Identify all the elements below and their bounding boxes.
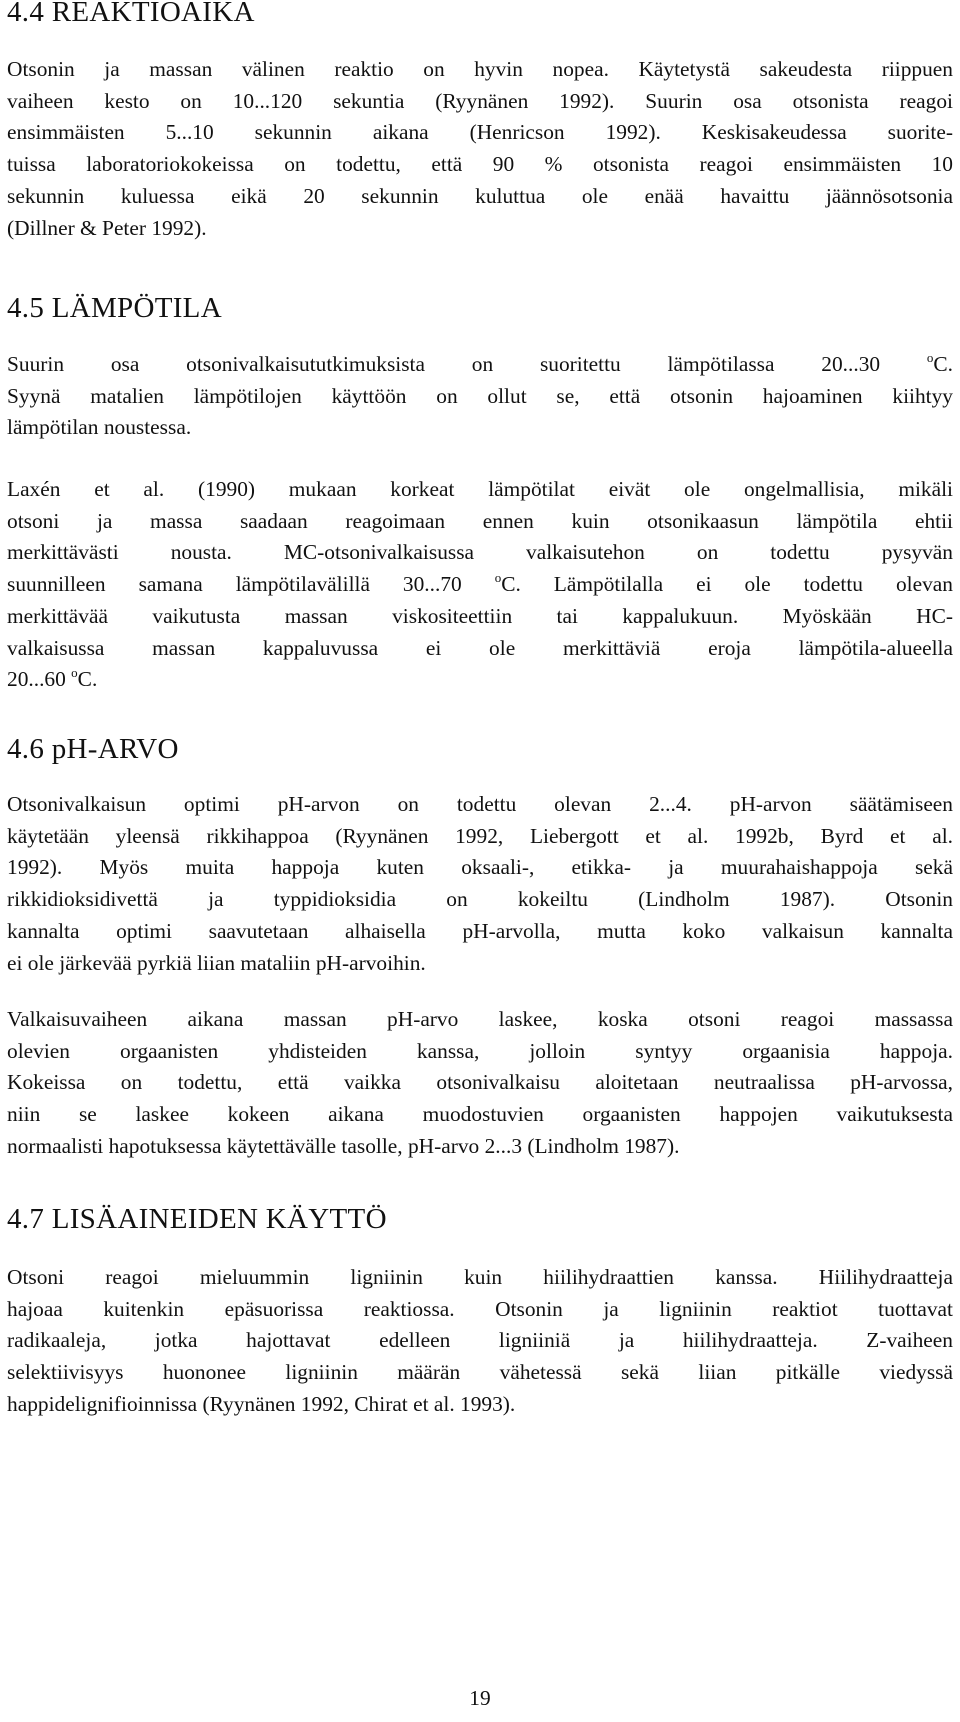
paragraph-ph-arvo-1 xyxy=(7,789,953,979)
text-line: valkaisussa massan kappaluvussa ei ole merkittäviä eroja lämpötila-alueella xyxy=(7,635,953,660)
text-line: happidelignifioinnissa (Ryynänen 1992, Chirat et al. 1993). xyxy=(7,1391,516,1416)
section-heading-reaktioaika: 4.4 REAKTIOAIKA xyxy=(7,0,255,28)
degree-superscript: o xyxy=(71,665,78,681)
paragraph-lampotila-2 xyxy=(7,474,953,696)
text-line: lämpötilan noustessa. xyxy=(7,415,192,440)
text-line: Kokeissa on todettu, että vaikka otsonivalkaisu aloitetaan neutraalissa pH-arvossa, xyxy=(7,1070,953,1095)
text-line: Valkaisuvaiheen aikana massan pH-arvo laskee, koska otsoni reagoi massassa xyxy=(7,1007,953,1031)
text-line: merkittävää vaikutusta massan viskositeettiin tai kappalukuun. Myöskään HC- xyxy=(7,603,953,628)
text-segment: 20...60 xyxy=(7,667,72,692)
paragraph-ph-arvo-2 xyxy=(7,1004,953,1163)
text-line: niin se laskee kokeen aikana muodostuvien orgaanisten happojen vaikutuksesta xyxy=(7,1102,953,1127)
page-number: 19 xyxy=(469,1686,491,1710)
paragraph-lampotila-1 xyxy=(7,349,953,444)
text-line: normaalisti hapotuksessa käytettävälle tasolle, pH-arvo 2...3 (Lindholm 1987). xyxy=(7,1133,680,1158)
text-line: merkittävästi nousta. MC-otsonivalkaisussa valkaisutehon on todettu pysyvän xyxy=(7,540,953,565)
text-line: Otsonin ja massan välinen reaktio on hyvin nopea. Käytetystä sakeudesta riippuen xyxy=(7,57,953,81)
text-line: käytetään yleensä rikkihappoa (Ryynänen 1992, Liebergott et al. 1992b, Byrd et al. xyxy=(7,823,953,848)
text-line xyxy=(7,664,953,696)
text-segment: Suurin osa otsonivalkaisututkimuksista on suoritettu lämpötilassa 20...30 xyxy=(7,352,927,376)
text-segment: C. Lämpötilalla ei ole todettu olevan xyxy=(501,572,953,597)
text-segment: C. xyxy=(77,667,98,692)
section-heading-ph-arvo: 4.6 pH-ARVO xyxy=(7,733,179,765)
text-segment: suunnilleen samana lämpötilavälillä 30...70 xyxy=(7,572,495,597)
text-line: selektiivisyys huononee ligniinin määrän vähetessä sekä liian pitkälle viedyssä xyxy=(7,1360,953,1385)
text-line: 1992). Myös muita happoja kuten oksaali-, etikka- ja muurahaishappoja sekä xyxy=(7,855,953,880)
text-line xyxy=(7,569,953,601)
text-line: otsoni ja massa saadaan reagoimaan ennen kuin otsonikaasun lämpötila ehtii xyxy=(7,508,953,533)
text-line: radikaaleja, jotka hajottavat edelleen ligniiniä ja hiilihydraatteja. Z-vaiheen xyxy=(7,1328,953,1353)
text-line: ei ole järkevää pyrkiä liian mataliin pH-arvoihin. xyxy=(7,950,426,975)
degree-superscript: o xyxy=(494,570,502,586)
degree-superscript: o xyxy=(926,350,934,365)
text-line: tuissa laboratoriokokeissa on todettu, että 90 % otsonista reagoi ensimmäisten 10 xyxy=(7,152,953,177)
text-line: Laxén et al. (1990) mukaan korkeat lämpötilat eivät ole ongelmallisia, mikäli xyxy=(7,477,953,501)
text-line xyxy=(7,349,953,381)
text-line: (Dillner & Peter 1992). xyxy=(7,215,207,240)
text-line: Otsoni reagoi mieluummin ligniinin kuin hiilihydraattien kanssa. Hiilihydraatteja xyxy=(7,1265,953,1289)
text-line: olevien orgaanisten yhdisteiden kanssa, jolloin syntyy orgaanisia happoja. xyxy=(7,1038,953,1063)
text-line: Otsonivalkaisun optimi pH-arvon on todettu olevan 2...4. pH-arvon säätämiseen xyxy=(7,792,953,816)
text-line: ensimmäisten 5...10 sekunnin aikana (Henricson 1992). Keskisakeudessa suorite- xyxy=(7,120,953,145)
text-line: vaiheen kesto on 10...120 sekuntia (Ryynänen 1992). Suurin osa otsonista reagoi xyxy=(7,88,953,113)
section-heading-lampotila: 4.5 LÄMPÖTILA xyxy=(7,292,222,324)
section-heading-lisaaineiden-kaytto: 4.7 LISÄAINEIDEN KÄYTTÖ xyxy=(7,1203,387,1235)
text-line: kannalta optimi saavutetaan alhaisella pH-arvolla, mutta koko valkaisun kannalta xyxy=(7,918,953,943)
paragraph-lisaaineiden-kaytto xyxy=(7,1262,953,1421)
text-line: Syynä matalien lämpötilojen käyttöön on ollut se, että otsonin hajoaminen kiihtyy xyxy=(7,383,953,408)
paragraph-reaktioaika xyxy=(7,54,953,244)
text-line: rikkidioksidivettä ja typpidioksidia on kokeiltu (Lindholm 1987). Otsonin xyxy=(7,887,953,912)
text-line: sekunnin kuluessa eikä 20 sekunnin kuluttua ole enää havaittu jäännösotsonia xyxy=(7,183,953,208)
text-segment: C. xyxy=(933,352,953,376)
text-line: hajoaa kuitenkin epäsuorissa reaktiossa. Otsonin ja ligniinin reaktiot tuottavat xyxy=(7,1296,953,1321)
